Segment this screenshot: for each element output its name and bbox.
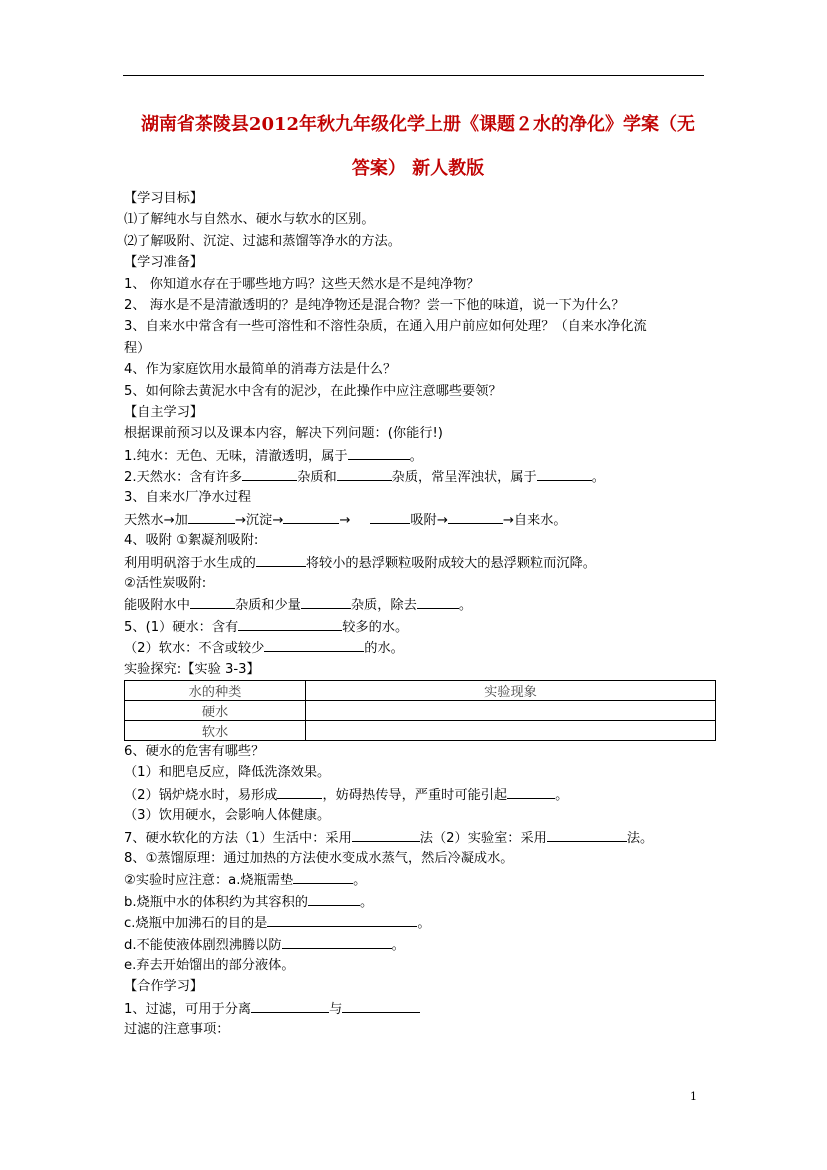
fill-line <box>124 934 724 955</box>
text: 杂质，除去 <box>350 598 417 614</box>
experiment-table <box>124 680 716 741</box>
blank[interactable] <box>256 552 306 567</box>
flow-heading: 3、自来水厂净水过程 <box>124 490 252 506</box>
prep-question: 4、作为家庭饮用水最简单的消毒方法是什么？ <box>124 362 397 378</box>
document-body <box>124 188 724 1040</box>
blank[interactable] <box>282 934 392 949</box>
prep-question-cont: 程） <box>124 340 151 356</box>
section-heading: 【自主学习】 <box>124 404 204 420</box>
blank[interactable] <box>448 509 503 524</box>
blank[interactable] <box>337 466 392 481</box>
text: 。 <box>409 448 423 464</box>
text: 较多的水。 <box>342 619 409 635</box>
fill-line <box>124 998 724 1019</box>
text: 。 <box>360 894 374 910</box>
text: 2.天然水：含有许多 <box>124 470 243 486</box>
blank[interactable] <box>301 594 351 609</box>
text: 。 <box>417 916 431 932</box>
fill-line <box>124 912 724 933</box>
text: →沉淀→ <box>234 512 284 528</box>
blank[interactable] <box>417 594 459 609</box>
blank[interactable] <box>293 869 353 884</box>
text: 。 <box>353 873 367 889</box>
fill-line <box>124 891 724 912</box>
hazard-item: （3）饮用硬水，会影响人体健康。 <box>124 808 331 824</box>
table-cell-blank[interactable] <box>306 720 716 740</box>
filter-notes: 过滤的注意事项： <box>124 1022 230 1038</box>
fill-line <box>124 637 724 658</box>
fill-line <box>124 827 724 848</box>
section-heading: 【合作学习】 <box>124 979 204 995</box>
text: 。 <box>591 470 605 486</box>
text: b.烧瓶中水的体积约为其容积的 <box>124 894 308 910</box>
fill-line <box>124 445 724 466</box>
text: 将较小的悬浮颗粒吸附成较大的悬浮颗粒而沉降。 <box>305 555 596 571</box>
text: （2）锅炉烧水时，易形成 <box>124 787 278 803</box>
blank[interactable] <box>251 998 329 1013</box>
header-rule <box>123 75 704 76</box>
text: ②实验时应注意：a.烧瓶需垫 <box>124 873 294 889</box>
section-heading: 【学习准备】 <box>124 255 204 271</box>
text: d.不能使液体剧烈沸腾以防 <box>124 937 282 953</box>
blank[interactable] <box>277 784 322 799</box>
self-intro: 根据课前预习以及课本内容，解决下列问题：(你能行!) <box>124 426 443 442</box>
text: → <box>339 512 351 528</box>
table-cell-blank[interactable] <box>306 700 716 720</box>
text: 1、过滤，可用于分离 <box>124 1001 252 1017</box>
document-title-line1: 湖南省茶陵县2012年秋九年级化学上册《课题２水的净化》学案（无 <box>140 114 696 135</box>
prep-question: 3、自来水中常含有一些可溶性和不溶性杂质，在通入用户前应如何处理？（自来水净化流 <box>124 319 647 335</box>
goal-item: ⑵了解吸附、沉淀、过滤和蒸馏等净水的方法。 <box>124 233 401 249</box>
fill-line <box>124 784 724 805</box>
document-title-line2: 答案） 新人教版 <box>351 158 485 179</box>
text: 与 <box>329 1001 343 1017</box>
prep-question: 1、 你知道水存在于哪些地方吗？这些天然水是不是纯净物？ <box>124 276 480 292</box>
adsorption-subheading: ②活性炭吸附: <box>124 576 207 592</box>
fill-line <box>124 509 724 530</box>
text: 杂质和 <box>297 470 337 486</box>
fill-line <box>124 869 724 890</box>
text: 的水。 <box>364 641 404 657</box>
text: 。 <box>391 937 405 953</box>
text: 5、(1）硬水：含有 <box>124 619 239 635</box>
text: 。 <box>555 787 569 803</box>
blank[interactable] <box>283 509 339 524</box>
blank[interactable] <box>547 827 627 842</box>
text: 法（2）实验室：采用 <box>419 830 547 846</box>
distill-principle: 8、①蒸馏原理：通过加热的方法使水变成水蒸气，然后冷凝成水。 <box>124 850 514 866</box>
experiment-heading: 实验探究:【实验 3-3】 <box>124 661 260 677</box>
distill-note: e.弃去开始馏出的部分液体。 <box>124 957 295 973</box>
fill-line <box>124 466 724 487</box>
text: →自来水。 <box>502 512 567 528</box>
prep-question: 2、 海水是不是清澈透明的？是纯净物还是混合物？尝一下他的味道，说一下为什么？ <box>124 297 625 313</box>
blank[interactable] <box>188 509 235 524</box>
hazard-heading: 6、硬水的危害有哪些？ <box>124 743 265 759</box>
text: （2）软水：不含或较少 <box>124 641 265 657</box>
text: 吸附→ <box>410 512 448 528</box>
text: ，妨碍热传导，严重时可能引起 <box>322 787 508 803</box>
blank[interactable] <box>264 637 364 652</box>
page-number: 1 <box>690 1090 697 1103</box>
blank[interactable] <box>370 509 410 524</box>
section-heading: 【学习目标】 <box>124 191 204 206</box>
fill-line <box>124 594 724 615</box>
table-row-soft-water: 软水 <box>125 720 306 740</box>
blank[interactable] <box>242 466 297 481</box>
text: 杂质，常呈浑浊状，属于 <box>391 470 537 486</box>
blank[interactable] <box>352 827 420 842</box>
blank[interactable] <box>507 784 555 799</box>
table-header-phenomenon: 实验现象 <box>306 680 716 700</box>
table-row-hard-water: 硬水 <box>125 700 306 720</box>
text: 1.纯水：无色、无味，清澈透明，属于 <box>124 448 348 464</box>
hazard-item: （1）和肥皂反应，降低洗涤效果。 <box>124 765 331 781</box>
text: 7、硬水软化的方法（1）生活中：采用 <box>124 830 352 846</box>
fill-line <box>124 616 724 637</box>
text: 。 <box>458 598 472 614</box>
blank[interactable] <box>190 594 235 609</box>
blank[interactable] <box>308 891 360 906</box>
goal-item: ⑴了解纯水与自然水、硬水与软水的区别。 <box>124 212 375 228</box>
text: 能吸附水中 <box>124 598 190 614</box>
fill-line <box>124 552 724 573</box>
text: 利用明矾溶于水生成的 <box>124 555 256 571</box>
blank[interactable] <box>238 616 342 631</box>
table-header-water-type: 水的种类 <box>125 680 306 700</box>
text: 杂质和少量 <box>234 598 301 614</box>
blank[interactable] <box>342 998 420 1013</box>
text: c.烧瓶中加沸石的目的是 <box>124 916 268 932</box>
adsorption-heading: 4、吸附 ①絮凝剂吸附: <box>124 533 259 549</box>
blank[interactable] <box>267 912 417 927</box>
text: 天然水→加 <box>124 512 188 528</box>
blank[interactable] <box>537 466 592 481</box>
prep-question: 5、如何除去黄泥水中含有的泥沙，在此操作中应注意哪些要领？ <box>124 383 502 399</box>
text: 法。 <box>626 830 654 846</box>
blank[interactable] <box>348 445 410 460</box>
